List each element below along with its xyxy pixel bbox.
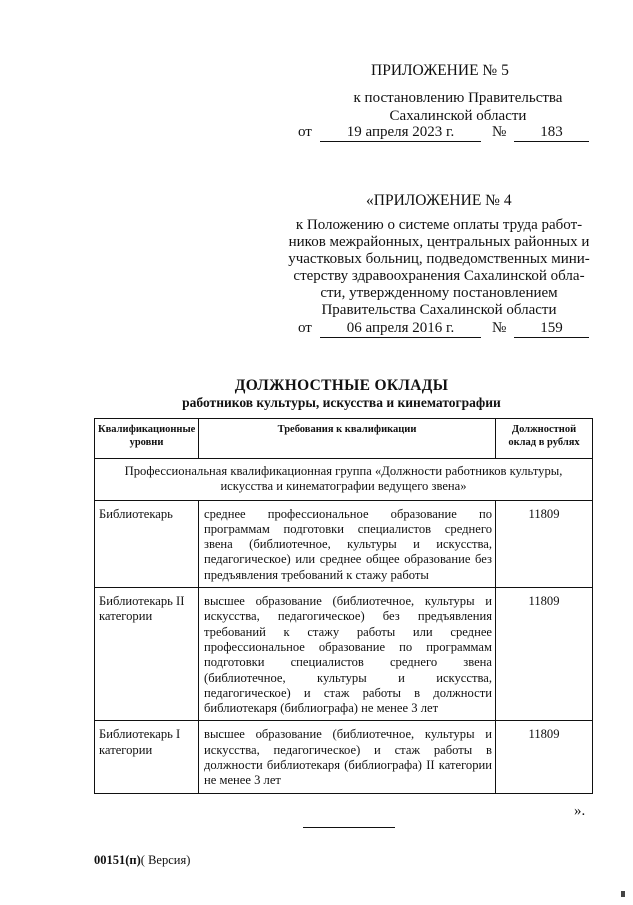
footer-document-code [94,853,190,868]
appendix-5-title: ПРИЛОЖЕНИЕ № 5 [371,62,509,79]
appendix-4-line: к Положению о системе оплаты труда работ- [295,217,583,233]
table-header-row [95,419,593,459]
table-group-row [95,459,593,501]
decree-date: 19 апреля 2023 г. [320,124,481,142]
position-name: Библиотекарь [95,500,199,587]
position-requirements: высшее образование (библиотечное, культуры и искусства, педагогическое) и стаж работы в должности библиотекаря (библиографа) II категории не менее 3 лет [199,721,496,793]
closing-quote: ». [574,803,586,819]
appendix-4-date-row [298,320,598,340]
position-requirements: высшее образование (библиотечное, культуры и искусства, педагогическое) без предъявления требований к стажу работы или среднее профессиональное образование по программам подготовки специалистов среднего звена (библиотечное, культуры и искусства, педагогическое) и стаж работы в должности библиотекаря (библиографа) не менее 3 лет [199,588,496,721]
appendix-5-date-row [298,124,598,144]
table-row [95,721,593,793]
appendix-5-line-2: Сахалинской области [389,108,527,124]
footer-version: ( Версия) [140,853,191,867]
number-label: № [492,124,507,140]
professional-group: Профессиональная квалификационная группа «Должности работников культуры, искусства и кинематографии ведущего звена» [95,459,593,501]
position-salary: 11809 [496,500,593,587]
position-salary: 11809 [496,721,593,793]
number-label: № [492,320,507,336]
appendix-4-line: ников межрайонных, центральных районных и [288,234,590,250]
appendix-4-text [282,217,596,319]
position-requirements: среднее профессиональное образование по программам подготовки специалистов среднего звена (библиотечное, культуры и искусства, педагогическое) или среднее общее образование без предъявления требований к стажу работы [199,500,496,587]
appendix-5-line-1: к постановлению Правительства [353,90,563,106]
separator-line [303,827,395,828]
decree-date: 06 апреля 2016 г. [320,320,481,338]
appendix-4-line: участковых больниц, подведомственных мини- [288,251,590,267]
header-requirements: Требования к квалификации [199,419,496,459]
document-subtitle: работников культуры, искусства и кинематографии [182,395,501,410]
appendix-4-line: стерству здравоохранения Сахалинской обла- [293,268,585,284]
position-name: Библиотекарь I категории [95,721,199,793]
footer-code: 00151(п) [94,853,141,867]
appendix-4-title: «ПРИЛОЖЕНИЕ № 4 [366,192,512,209]
scan-mark [621,891,625,897]
table-row [95,588,593,721]
decree-number: 159 [514,320,589,338]
appendix-4-line: сти, утвержденному постановлением [320,285,558,301]
from-label: от [298,124,312,140]
document-title: ДОЛЖНОСТНЫЕ ОКЛАДЫ [234,377,449,394]
appendix-4-line: Правительства Сахалинской области [321,302,557,318]
position-salary: 11809 [496,588,593,721]
header-qualification-levels: Квалификационные уровни [95,419,199,459]
decree-number: 183 [514,124,589,142]
position-name: Библиотекарь II категории [95,588,199,721]
table-row [95,500,593,587]
salary-table [94,418,593,794]
from-label: от [298,320,312,336]
header-salary: Должностной оклад в рублях [496,419,593,459]
